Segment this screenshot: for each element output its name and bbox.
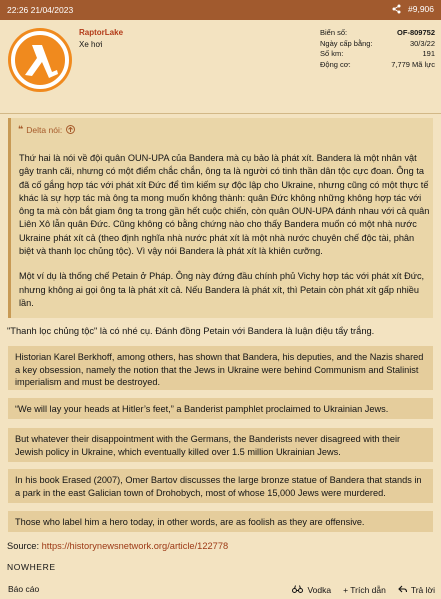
vodka-reaction-icon bbox=[292, 584, 303, 595]
excerpt-block: Those who label him a hero today, in other words, are as foolish as they are offensive. bbox=[8, 511, 433, 532]
source-link[interactable]: https://historynewsnetwork.org/article/122778 bbox=[41, 541, 229, 551]
stat-label: Ngày cấp bằng: bbox=[320, 38, 373, 48]
divider bbox=[0, 113, 441, 114]
stat-label: Biển số: bbox=[320, 28, 348, 37]
reply-label: Trả lời bbox=[410, 584, 435, 595]
quote-button[interactable]: + Trích dẫn bbox=[343, 584, 386, 595]
quote-paragraph: Thứ hai là nói về đội quân OUN-UPA của Bandera mà cụ bảo là phát xít. Bandera là một nhân vật gây tranh cãi, nhưng có một điểm chắc chắn, ông ta là người có tinh thần dân tộc cực đoan. Ông ta đã cố gắng hợp tác với phát xít Đức để tìm kiếm sự độc lập cho Ukraine, nhưng cũng có một thực tế khác là sự hợp tác mà ông ta mong muốn không thành: quân Đức không những không hợp tác với ông ta mà còn bắt giam ông ta trong gần hết cuộc chiến, còn quân OUN-UPA đánh nhau với cả quân Liên Xô lẫn quân Đức. Cũng không có bằng chứng nào cho thấy Bandera muốn có một nhà nước Ukraine phát xít cả (theo định nghĩa nhà nước phát xít là một nhà nước chuyên chế độc tài, phân biệt và thanh lọc chủng tộc). Vì vậy nói Bandera là phát xít là khiên cưỡng. bbox=[19, 153, 430, 257]
post-footer bbox=[0, 582, 441, 599]
stat-row bbox=[320, 49, 435, 60]
post-number[interactable]: #9,906 bbox=[408, 4, 434, 14]
username[interactable]: RaptorLake bbox=[79, 28, 124, 37]
quote-author[interactable]: Delta nói: bbox=[26, 124, 63, 135]
quote-paragraph: Một ví dụ là thống chế Petain ở Pháp. Ông này đứng đầu chính phủ Vichy hợp tác với phát xít Đức, nhưng không ai gọi ông ta là phát xít cả. Nếu Bandera là phát xít, thì Petain còn phát xít gấp nhiều lần. bbox=[19, 271, 425, 308]
quote-block bbox=[8, 118, 433, 318]
user-signature: NOWHERE bbox=[7, 562, 56, 572]
excerpt-block: But whatever their disappointment with the Germans, the Banderists never disagreed with their Jewish policy in Ukraine, which eventually killed over 1.5 million Ukrainian Jews. bbox=[8, 428, 433, 462]
reaction-label: Vodka bbox=[307, 584, 332, 595]
stat-row bbox=[320, 60, 435, 71]
avatar[interactable] bbox=[8, 28, 72, 92]
user-stats bbox=[320, 28, 435, 70]
stat-row bbox=[320, 28, 435, 39]
stat-label: Số km: bbox=[320, 49, 344, 58]
excerpt-block: Historian Karel Berkhoff, among others, has shown that Bandera, his deputies, and the Nazis shared a key obsession, namely the notion that the Jews in Ukraine were behind Communism and Stalinist imperialism and must be destroyed. bbox=[8, 346, 433, 390]
source-label: Source: bbox=[7, 541, 40, 551]
quote-header[interactable] bbox=[18, 124, 75, 135]
post-timestamp[interactable]: 22:26 21/04/2023 bbox=[7, 5, 74, 15]
half-life-lambda-icon bbox=[8, 28, 72, 92]
quote-content bbox=[19, 152, 431, 310]
report-button[interactable]: Báo cáo bbox=[8, 584, 40, 594]
reply-button[interactable] bbox=[398, 585, 435, 595]
stat-row bbox=[320, 39, 435, 50]
source-line bbox=[7, 541, 228, 551]
share-icon[interactable] bbox=[392, 4, 401, 14]
post-header-bar bbox=[0, 0, 441, 20]
post-user-info bbox=[0, 20, 441, 114]
expand-quote-icon[interactable] bbox=[66, 125, 75, 134]
stat-value: 30/3/22 bbox=[409, 38, 435, 48]
reply-icon bbox=[398, 585, 407, 595]
excerpt-block: “We will lay your heads at Hitler’s feet,” a Banderist pamphlet proclaimed to Ukrainian Jews. bbox=[8, 398, 433, 419]
stat-value: 7,779 Mã lực bbox=[391, 59, 435, 69]
stat-value: OF-809752 bbox=[397, 28, 435, 37]
quote-mark-icon: ❝ bbox=[18, 124, 24, 134]
reaction-button[interactable] bbox=[292, 584, 331, 595]
reply-text: "Thanh lọc chủng tộc" là có nhé cụ. Đánh đồng Petain với Bandera là luận điệu tẩy trắng. bbox=[7, 326, 375, 336]
post-actions bbox=[280, 584, 435, 595]
excerpt-block: In his book Erased (2007), Omer Bartov discusses the large bronze statue of Bandera that stands in a park in the east Galician town of Drohobych, most of whose 15,000 Jews were murdered. bbox=[8, 469, 433, 503]
stat-value: 191 bbox=[422, 49, 435, 58]
stat-label: Động cơ: bbox=[320, 59, 351, 69]
user-title: Xe hơi bbox=[79, 40, 103, 49]
